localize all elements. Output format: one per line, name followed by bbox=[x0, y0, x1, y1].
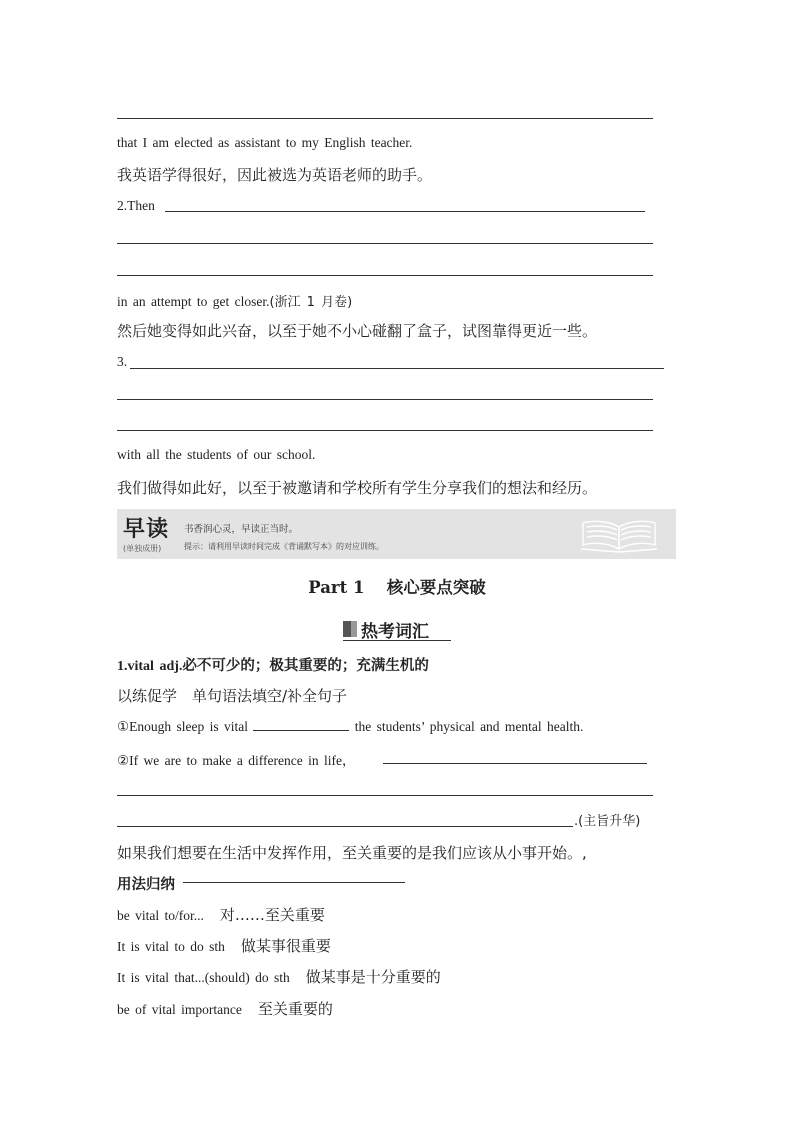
exercise-2-translation: 然后她变得如此兴奋，以至于她不小心碰翻了盒子，试图靠得更近一些。 bbox=[117, 322, 598, 340]
exercise-2-label: 2.Then bbox=[117, 198, 155, 213]
part-title: Part 1 核心要点突破 bbox=[308, 578, 486, 597]
banner-hint: 提示：请利用早读时间完成《背诵默写本》的对应训练。 bbox=[184, 542, 384, 551]
exercise-2-tail-text: in an attempt to get closer. bbox=[117, 294, 270, 309]
usage-title-rule bbox=[183, 882, 405, 883]
banner-slogan: 书香润心灵，早读正当时。 bbox=[184, 524, 299, 535]
morning-reading-banner bbox=[117, 509, 676, 559]
usage-item-cn: 做某事是十分重要的 bbox=[305, 968, 441, 986]
usage-item-cn: 至关重要的 bbox=[257, 1000, 333, 1018]
banner-subtitle: (单独成册) bbox=[123, 544, 162, 553]
exercise-2-tail bbox=[117, 291, 352, 310]
practice-title: 以练促学 单句语法填空/补全句子 bbox=[117, 687, 348, 705]
banner-title: 早读 bbox=[123, 517, 170, 542]
usage-item-en: It is vital to do sth bbox=[117, 939, 225, 954]
answer-line[interactable] bbox=[383, 763, 647, 764]
headword-meaning: 必不可少的；极其重要的；充满生机的 bbox=[182, 658, 429, 674]
answer-line[interactable] bbox=[117, 430, 653, 431]
usage-item-en: be of vital importance bbox=[117, 1002, 242, 1017]
answer-line[interactable] bbox=[117, 795, 653, 796]
exercise-1-tail: that I am elected as assistant to my English teacher. bbox=[117, 135, 413, 150]
exercise-2-source: (浙江 1 月卷) bbox=[269, 295, 353, 310]
usage-title: 用法归纳 bbox=[117, 877, 175, 893]
section-marker-accent bbox=[351, 621, 357, 637]
usage-item bbox=[117, 966, 441, 987]
exercise-3-translation: 我们做得如此好，以至于被邀请和学校所有学生分享我们的想法和经历。 bbox=[117, 479, 598, 497]
answer-line[interactable] bbox=[117, 275, 653, 276]
question-2-translation: 如果我们想要在生活中发挥作用，至关重要的是我们应该从小事开始。, bbox=[117, 844, 587, 862]
question-2-note: .(主旨升华) bbox=[574, 814, 641, 829]
section-underline bbox=[343, 640, 451, 641]
usage-item bbox=[117, 904, 325, 925]
exercise-1-translation: 我英语学得很好，因此被选为英语老师的助手。 bbox=[117, 166, 433, 184]
answer-line[interactable] bbox=[117, 826, 573, 827]
question-1 bbox=[117, 718, 583, 735]
answer-line[interactable] bbox=[165, 211, 645, 212]
vocab-headword bbox=[117, 654, 429, 675]
answer-line[interactable] bbox=[130, 368, 664, 369]
exercise-3-label: 3. bbox=[117, 354, 128, 369]
section-label: 热考词汇 bbox=[361, 622, 429, 642]
usage-item bbox=[117, 998, 333, 1019]
usage-item-cn: 对……至关重要 bbox=[219, 906, 325, 924]
question-2-start: ②If we are to make a difference in life， bbox=[117, 753, 356, 768]
answer-line[interactable] bbox=[117, 118, 653, 119]
question-1-start: ①Enough sleep is vital bbox=[117, 719, 248, 734]
question-1-blank[interactable] bbox=[253, 718, 349, 731]
answer-line[interactable] bbox=[117, 243, 653, 244]
open-book-icon bbox=[579, 515, 659, 553]
usage-item bbox=[117, 935, 331, 956]
usage-item-en: be vital to/for... bbox=[117, 908, 204, 923]
exercise-3-tail: with all the students of our school. bbox=[117, 447, 316, 462]
usage-item-cn: 做某事很重要 bbox=[240, 937, 331, 955]
usage-item-en: It is vital that...(should) do sth bbox=[117, 970, 290, 985]
answer-line[interactable] bbox=[117, 399, 653, 400]
question-1-end: the students’ physical and mental health. bbox=[354, 719, 584, 734]
headword-term: 1.vital adj. bbox=[117, 659, 183, 674]
